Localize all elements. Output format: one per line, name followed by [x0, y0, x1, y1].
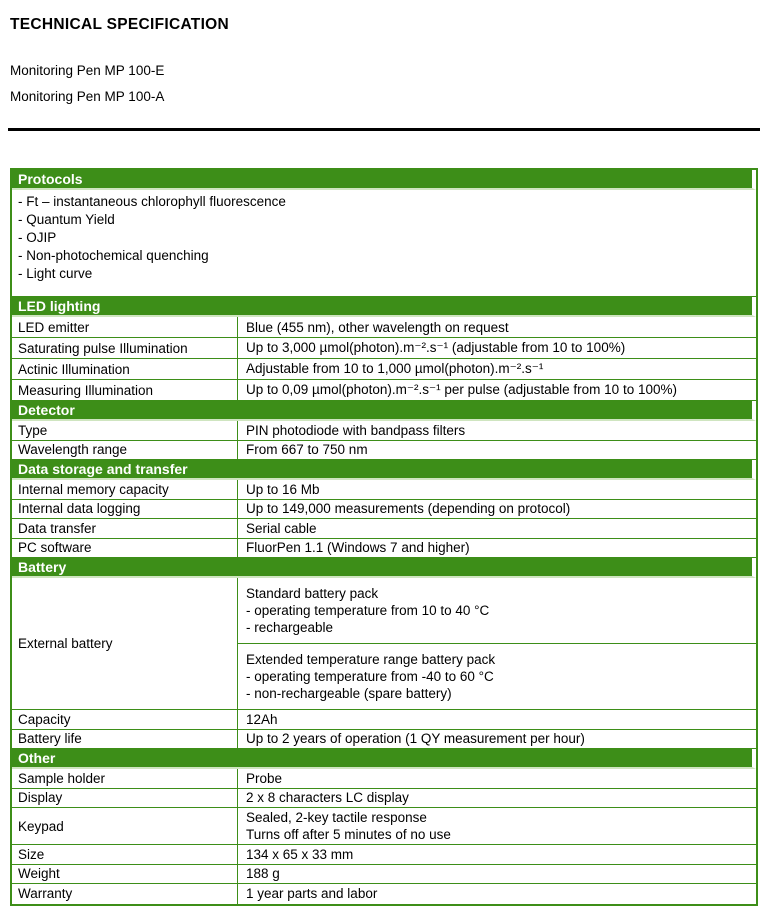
spec-value: Up to 2 years of operation (1 QY measurement per hour) — [246, 731, 585, 747]
spec-value: Adjustable from 10 to 1,000 µmol(photon).m⁻².s⁻¹ — [246, 361, 544, 376]
spec-value: FluorPen 1.1 (Windows 7 and higher) — [246, 540, 470, 556]
section-header-data-storage: Data storage and transfer — [12, 460, 756, 480]
spec-label: Internal data logging — [12, 500, 238, 519]
spec-label: Data transfer — [12, 519, 238, 538]
product-name-line: Monitoring Pen MP 100-E — [10, 63, 165, 78]
spec-label: LED emitter — [12, 317, 238, 337]
spec-label: External battery — [12, 578, 238, 709]
protocol-list-item: - Non-photochemical quenching — [18, 248, 209, 263]
spec-value: Up to 0,09 µmol(photon).m⁻².s⁻¹ per pulse (adjustable from 10 to 100%) — [246, 382, 677, 397]
spec-value: From 667 to 750 nm — [246, 442, 368, 458]
spec-row — [12, 845, 756, 865]
spec-value: Up to 3,000 µmol(photon).m⁻².s⁻¹ (adjustable from 10 to 100%) — [246, 340, 626, 355]
spec-value: Blue (455 nm), other wavelength on request — [246, 319, 509, 335]
protocol-list-item: - Ft – instantaneous chlorophyll fluorescence — [18, 194, 286, 209]
spec-label: Warranty — [12, 884, 238, 904]
section-header-detector: Detector — [12, 401, 756, 421]
battery-pack-standard — [238, 578, 756, 643]
battery-pack-line: Extended temperature range battery pack — [246, 652, 496, 667]
section-header-other: Other — [12, 749, 756, 769]
spec-row — [12, 359, 756, 380]
spec-value: 12Ah — [246, 711, 278, 727]
spec-label: Capacity — [12, 710, 238, 729]
spec-row-keypad — [12, 808, 756, 845]
protocol-list-item: - Quantum Yield — [18, 212, 115, 227]
protocol-list-item: - Light curve — [18, 266, 93, 281]
spec-row — [12, 539, 756, 559]
spec-label: PC software — [12, 539, 238, 558]
section-header-led-lighting: LED lighting — [12, 297, 756, 317]
spec-row — [12, 441, 756, 461]
battery-pack-line: Standard battery pack — [246, 586, 379, 601]
battery-pack-line: - rechargeable — [246, 620, 334, 635]
product-name-line: Monitoring Pen MP 100-A — [10, 89, 165, 104]
spec-row — [12, 338, 756, 359]
spec-value: 2 x 8 characters LC display — [246, 790, 409, 806]
battery-pack-options — [238, 578, 756, 709]
spec-label: Actinic Illumination — [12, 359, 238, 379]
spec-row — [12, 865, 756, 885]
spec-label: Wavelength range — [12, 441, 238, 460]
spec-row — [12, 730, 756, 750]
spec-value: Probe — [246, 770, 283, 786]
spec-value: 188 g — [246, 866, 280, 882]
spec-label: Display — [12, 789, 238, 808]
battery-pack-line: - operating temperature from -40 to 60 °C — [246, 669, 494, 684]
spec-value: Up to 149,000 measurements (depending on protocol) — [246, 501, 571, 517]
spec-row-external-battery — [12, 578, 756, 710]
spec-label: Saturating pulse Illumination — [12, 338, 238, 358]
horizontal-divider-rule — [8, 128, 760, 131]
spec-row — [12, 519, 756, 539]
spec-label: Size — [12, 845, 238, 864]
section-header-battery: Battery — [12, 558, 756, 578]
spec-label: Sample holder — [12, 769, 238, 788]
spec-label: Weight — [12, 865, 238, 884]
keypad-value-line: Sealed, 2-key tactile response — [246, 809, 427, 825]
battery-pack-line: - non-rechargeable (spare battery) — [246, 686, 452, 701]
spec-label: Measuring Illumination — [12, 380, 238, 400]
protocol-list-item: - OJIP — [18, 230, 57, 245]
spec-value: 1 year parts and labor — [246, 886, 378, 902]
spec-label: Keypad — [12, 808, 238, 844]
battery-pack-extended — [238, 643, 756, 709]
protocols-list — [12, 190, 756, 297]
section-header-protocols: Protocols — [12, 170, 756, 190]
spec-value: PIN photodiode with bandpass filters — [246, 422, 466, 438]
spec-row — [12, 769, 756, 789]
spec-label: Type — [12, 421, 238, 440]
keypad-value-line: Turns off after 5 minutes of no use — [246, 827, 451, 842]
spec-value: Up to 16 Mb — [246, 481, 320, 497]
battery-pack-line: - operating temperature from 10 to 40 °C — [246, 603, 490, 618]
spec-value: 134 x 65 x 33 mm — [246, 846, 354, 862]
product-names — [10, 58, 768, 110]
spec-row — [12, 380, 756, 401]
page-title: TECHNICAL SPECIFICATION — [10, 16, 230, 33]
spec-value-multiline — [238, 808, 756, 844]
spec-label: Battery life — [12, 730, 238, 749]
spec-row — [12, 317, 756, 338]
spec-label: Internal memory capacity — [12, 480, 238, 499]
spec-row — [12, 710, 756, 730]
spec-value: Serial cable — [246, 520, 317, 536]
spec-row — [12, 500, 756, 520]
spec-row — [12, 421, 756, 441]
spec-table — [10, 168, 758, 906]
spec-row — [12, 789, 756, 809]
spec-row — [12, 480, 756, 500]
